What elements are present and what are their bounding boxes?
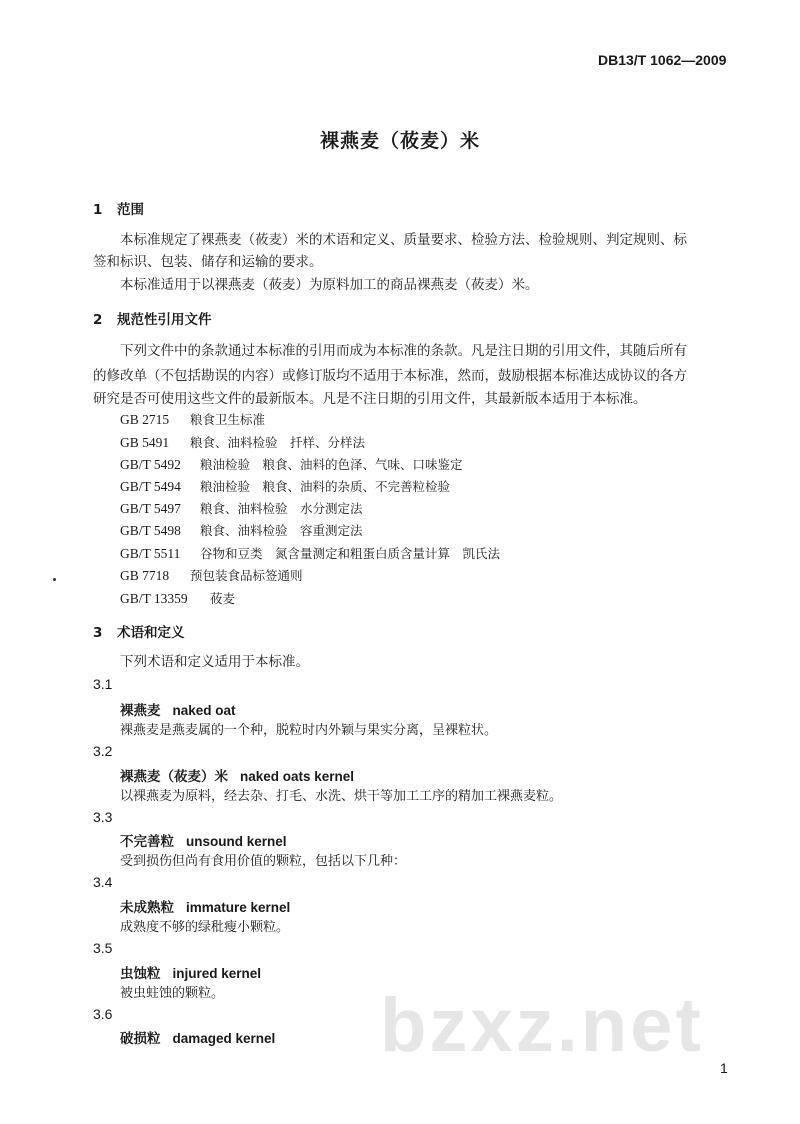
- section-title: 规范性引用文件: [117, 312, 212, 328]
- term-heading: [120, 699, 236, 719]
- section-number: 1: [93, 202, 103, 218]
- reference-code: GB/T 5498: [120, 523, 181, 538]
- paragraph-line: 签和标识、包装、储存和运输的要求。: [93, 254, 323, 270]
- reference-item: [120, 521, 363, 539]
- term-definition: 裸燕麦是燕麦属的一个种，脱粒时内外颖与果实分离，呈裸粒状。: [120, 723, 498, 738]
- reference-title: 粮油检验 粮食、油料的色泽、气味、口味鉴定: [200, 457, 463, 472]
- section-title: 术语和定义: [117, 625, 185, 641]
- term-zh: 不完善粒: [120, 834, 174, 850]
- term-heading: [120, 962, 261, 982]
- term-zh: 裸燕麦: [120, 703, 161, 719]
- reference-title: 预包装食品标签通则: [190, 568, 303, 583]
- reference-title: 粮食、油料检验 水分测定法: [200, 501, 363, 516]
- reference-item: [120, 433, 365, 451]
- term-zh: 裸燕麦（莜麦）米: [120, 769, 228, 785]
- term-definition: 受到损伤但尚有食用价值的颗粒，包括以下几种：: [120, 854, 407, 869]
- term-zh: 未成熟粒: [120, 900, 174, 916]
- paragraph-line: 下列术语和定义适用于本标准。: [120, 654, 309, 670]
- paragraph-line: 本标准规定了裸燕麦（莜麦）米的术语和定义、质量要求、检验方法、检验规则、判定规则、标: [120, 232, 687, 248]
- reference-code: GB/T 13359: [120, 591, 188, 606]
- term-en: damaged kernel: [172, 1031, 276, 1046]
- section-2-heading: [93, 308, 212, 328]
- reference-item: [120, 455, 463, 473]
- reference-title: 粮食卫生标准: [190, 412, 266, 427]
- reference-item: [120, 589, 235, 607]
- term-en: unsound kernel: [186, 834, 287, 849]
- section-1-heading: [93, 198, 144, 218]
- clause-number: 3.1: [93, 676, 113, 692]
- reference-code: GB 7718: [120, 568, 170, 583]
- standard-code: DB13/T 1062—2009: [598, 52, 727, 68]
- reference-code: GB/T 5494: [120, 479, 181, 494]
- reference-code: GB 5491: [120, 435, 170, 450]
- clause-number: 3.2: [93, 743, 113, 759]
- paragraph-line: 研究是否可使用这些文件的最新版本。凡是不注日期的引用文件，其最新版本适用于本标准。: [93, 391, 647, 407]
- reference-code: GB/T 5497: [120, 501, 181, 516]
- document-title: 裸燕麦（莜麦）米: [319, 130, 480, 152]
- term-heading: [120, 765, 354, 785]
- reference-item: [120, 499, 363, 517]
- reference-item: [120, 544, 500, 562]
- reference-title: 粮油检验 粮食、油料的杂质、不完善粒检验: [200, 479, 451, 494]
- paragraph-line: 的修改单（不包括勘误的内容）或修订版均不适用于本标准，然而，鼓励根据本标准达成协议的各方: [93, 368, 687, 384]
- term-en: immature kernel: [186, 900, 291, 915]
- term-definition: 被虫蛀蚀的颗粒。: [120, 986, 225, 1001]
- reference-item: [120, 477, 450, 495]
- reference-title: 粮食、油料检验 容重测定法: [200, 523, 363, 538]
- watermark-text: bzxz.net: [380, 983, 704, 1068]
- speck-mark: [53, 578, 56, 581]
- term-heading: [120, 1027, 275, 1047]
- paragraph-line: 本标准适用于以裸燕麦（莜麦）为原料加工的商品裸燕麦（莜麦）米。: [120, 277, 539, 293]
- clause-number: 3.3: [93, 809, 113, 825]
- reference-code: GB 2715: [120, 412, 170, 427]
- page-number: 1: [720, 1060, 728, 1076]
- section-number: 2: [93, 312, 103, 328]
- section-number: 3: [93, 625, 103, 641]
- reference-item: [120, 410, 265, 428]
- clause-number: 3.4: [93, 874, 113, 890]
- term-en: naked oats kernel: [240, 769, 355, 784]
- clause-number: 3.5: [93, 940, 113, 956]
- term-definition: 以裸燕麦为原料，经去杂、打毛、水洗、烘干等加工工序的精加工裸燕麦粒。: [120, 789, 563, 804]
- clause-number: 3.6: [93, 1006, 113, 1022]
- term-en: injured kernel: [172, 966, 262, 981]
- term-heading: [120, 896, 290, 916]
- reference-title: 莜麦: [210, 591, 236, 606]
- term-definition: 成熟度不够的绿秕瘦小颗粒。: [120, 920, 290, 935]
- reference-code: GB/T 5492: [120, 457, 181, 472]
- term-zh: 虫蚀粒: [120, 966, 161, 982]
- reference-code: GB/T 5511: [120, 546, 181, 561]
- term-zh: 破损粒: [120, 1031, 161, 1047]
- term-heading: [120, 830, 287, 850]
- term-en: naked oat: [172, 703, 236, 718]
- reference-title: 谷物和豆类 氮含量测定和粗蛋白质含量计算 凯氏法: [200, 546, 501, 561]
- section-3-heading: [93, 621, 185, 641]
- reference-title: 粮食、油料检验 扦样、分样法: [190, 435, 366, 450]
- reference-item: [120, 566, 303, 584]
- paragraph-line: 下列文件中的条款通过本标准的引用而成为本标准的条款。凡是注日期的引用文件，其随后所有: [120, 343, 687, 359]
- section-title: 范围: [117, 202, 144, 218]
